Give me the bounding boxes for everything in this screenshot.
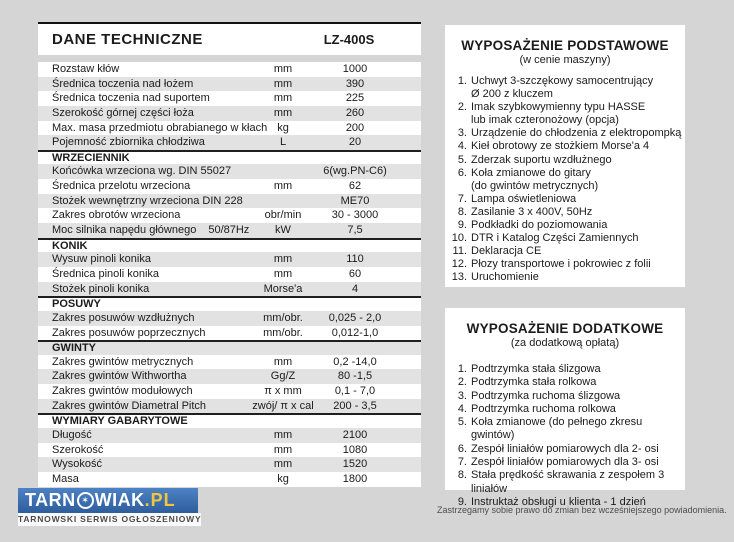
item-line: Koła zmianowe (do pełnego zkresu gwintów) (471, 416, 643, 442)
logo-brand-left: TARN (25, 490, 76, 510)
item-number: 9. (457, 219, 467, 232)
table-row (38, 223, 421, 238)
logo-brand-right: WIAK (94, 490, 145, 510)
table-row (38, 457, 421, 472)
row-value: 1800 (342, 472, 368, 485)
row-value: 110 (346, 253, 364, 266)
table-row (38, 443, 421, 458)
item-text (471, 245, 683, 258)
row-sublabel: 50/87Hz (208, 224, 250, 237)
row-label: Zakres posuwów wzdłużnych (52, 311, 195, 324)
row-unit: mm (273, 63, 293, 75)
item-text (471, 167, 683, 193)
row-value: 390 (345, 77, 365, 90)
row-unit: kW (275, 224, 291, 237)
item-line: Urządzenie do chłodzenia z elektropompką (471, 127, 682, 140)
table-header (38, 22, 421, 55)
item-line: Podkładki do poziomowania (471, 219, 608, 232)
equipment-item (445, 456, 683, 469)
additional-equipment-list (445, 363, 685, 509)
item-number: 10. (451, 232, 467, 245)
table-row (38, 399, 421, 414)
item-line: Ø 200 z kluczem (471, 88, 553, 101)
row-unit: Gg/Z (270, 370, 296, 383)
row-value: ME70 (340, 194, 370, 207)
row-label: Stożek pinoli konika (52, 282, 150, 295)
item-text (471, 154, 683, 167)
item-number: 2. (457, 376, 467, 389)
table-row (38, 267, 421, 282)
table-row (38, 164, 421, 179)
model-label: LZ-400S (323, 32, 375, 47)
row-unit: mm (273, 180, 293, 193)
row-value: 20 (348, 136, 362, 149)
item-number: 3. (457, 389, 467, 402)
item-number: 1. (457, 363, 467, 375)
item-line: Płozy transportowe i pokrowiec z folii (471, 258, 651, 271)
row-label: Końcówka wrzeciona wg. DIN 55027 (52, 165, 232, 178)
item-line: (do gwintów metrycznych) (471, 179, 599, 192)
row-unit: kg (277, 472, 289, 485)
equipment-item (445, 403, 683, 416)
equipment-item (445, 232, 683, 245)
table-body (38, 62, 421, 487)
row-label: Wysuw pinoli konika (52, 253, 151, 266)
item-line: Zespół liniałów pomiarowych dla 3- osi (471, 456, 659, 469)
item-line: Lampa oświetleniowa (471, 192, 577, 205)
row-label: Rozstaw kłów (52, 63, 120, 75)
item-text (471, 443, 683, 456)
item-line: Zasilanie 3 x 400V, 50Hz (471, 205, 593, 218)
disclaimer-text: Zastrzegamy sobie prawo do zmian bez wcześniejszego powiadomienia. (437, 505, 727, 515)
table-section-header (38, 413, 421, 428)
item-number: 6. (457, 442, 467, 455)
table-row (38, 77, 421, 92)
item-number: 13. (451, 271, 467, 284)
table-row (38, 428, 421, 443)
equipment-item (445, 376, 683, 389)
row-unit: mm (273, 92, 293, 105)
equipment-item (445, 140, 683, 153)
item-line: Deklaracja CE (471, 245, 542, 258)
standard-equipment-box (445, 25, 685, 287)
row-unit: kg (277, 121, 289, 134)
table-row (38, 384, 421, 399)
row-label: Szerokość (52, 443, 104, 456)
item-line: Podtrzymka ruchoma ślizgowa (471, 389, 621, 402)
table-row (38, 369, 421, 384)
standard-equipment-title: WYPOSAŻENIE PODSTAWOWE (461, 38, 669, 53)
row-value: 6(wg.PN-C6) (323, 165, 387, 178)
item-number: 4. (457, 140, 467, 153)
equipment-item (445, 193, 683, 206)
row-unit: L (279, 136, 287, 149)
row-label: Pojemność zbiornika chłodziwa (52, 136, 205, 149)
additional-equipment-subtitle: (za dodatkową opłatą) (510, 337, 620, 349)
item-line: DTR i Katalog Części Zamiennych (471, 232, 639, 245)
row-label: Średnica przelotu wrzeciona (52, 180, 191, 193)
item-number: 8. (457, 469, 467, 482)
table-row (38, 91, 421, 106)
table-section-header (38, 296, 421, 311)
equipment-item (445, 258, 683, 271)
row-unit: mm (273, 355, 293, 368)
standard-equipment-list (445, 75, 685, 285)
row-label: Zakres gwintów metrycznych (52, 355, 194, 368)
equipment-item (445, 219, 683, 232)
row-value: 7,5 (347, 224, 363, 237)
row-unit: obr/min (264, 209, 302, 222)
row-value: 0,012-1,0 (331, 326, 379, 339)
equipment-item (445, 416, 683, 443)
row-label: Wysokość (52, 458, 103, 471)
row-unit: mm/obr. (263, 311, 303, 324)
equipment-item (445, 443, 683, 456)
row-label: Długość (52, 429, 92, 442)
row-value: 200 (345, 121, 365, 134)
row-value: 1080 (342, 443, 368, 456)
technical-data-table (38, 22, 421, 487)
item-text (471, 258, 683, 271)
row-value: 30 - 3000 (331, 209, 379, 222)
item-text (471, 390, 683, 403)
equipment-item (445, 245, 683, 258)
equipment-item (445, 363, 683, 376)
row-value: 1000 (342, 63, 368, 75)
equipment-item (445, 390, 683, 403)
table-row (38, 208, 421, 223)
row-unit: π x mm (264, 385, 302, 398)
logo-tagline: TARNOWSKI SERWIS OGŁOSZENIOWY (18, 514, 202, 524)
item-text (471, 219, 683, 232)
row-value: 62 (348, 180, 362, 193)
row-label: Stożek wewnętrzny wrzeciona DIN 228 (52, 194, 243, 207)
item-line: Zderzak suportu wzdłużnego (471, 153, 612, 166)
table-row (38, 355, 421, 370)
item-text (471, 376, 683, 389)
item-number: 6. (457, 166, 467, 179)
row-label: Zakres obrotów wrzeciona (52, 209, 181, 222)
row-value: 80 -1,5 (337, 370, 373, 383)
row-unit: mm/obr. (263, 326, 303, 339)
item-line: Podtrzymka stała ślizgowa (471, 363, 601, 375)
item-line: Podtrzymka ruchoma rolkowa (471, 402, 616, 415)
row-unit: mm (273, 429, 293, 442)
item-text (471, 206, 683, 219)
tarnowiak-logo (18, 488, 198, 513)
item-text (471, 193, 683, 206)
table-section-header (38, 340, 421, 355)
row-value: 0,025 - 2,0 (328, 311, 382, 324)
equipment-item (445, 206, 683, 219)
row-label: WRZECIENNIK (52, 151, 130, 164)
table-row (38, 311, 421, 326)
row-label: Zakres posuwów poprzecznych (52, 326, 206, 339)
table-row (38, 135, 421, 150)
row-label: Masa (52, 472, 79, 485)
row-unit: zwój/ π x cal (252, 399, 314, 412)
item-text (471, 469, 683, 496)
item-line: Uruchomienie (471, 271, 539, 284)
row-unit: Morse'a (263, 282, 303, 295)
row-unit: mm (273, 267, 293, 280)
page-title: DANE TECHNICZNE (52, 31, 203, 48)
item-number: 5. (457, 416, 467, 429)
row-label: KONIK (52, 239, 88, 252)
equipment-item (445, 127, 683, 140)
item-text (471, 416, 683, 443)
table-row (38, 106, 421, 121)
row-unit: mm (273, 458, 293, 471)
row-value: 0,2 -14,0 (333, 355, 377, 368)
item-text (471, 75, 683, 101)
row-value: 60 (348, 267, 362, 280)
equipment-item (445, 154, 683, 167)
table-section-header (38, 238, 421, 253)
item-text (471, 456, 683, 469)
item-line: Podtrzymka stała rolkowa (471, 376, 597, 389)
table-row (38, 179, 421, 194)
item-text (471, 101, 683, 127)
row-label: WYMIARY GABARYTOWE (52, 415, 188, 428)
item-text (471, 140, 683, 153)
additional-equipment-title: WYPOSAŻENIE DODATKOWE (466, 321, 664, 336)
item-text (471, 232, 683, 245)
item-number: 3. (457, 127, 467, 140)
item-number: 7. (457, 456, 467, 469)
item-number: 11. (452, 245, 467, 258)
row-label: Średnica toczenia nad suportem (52, 92, 210, 105)
item-line: Kieł obrotowy ze stożkiem Morse'a 4 (471, 140, 650, 153)
row-value: 1520 (342, 458, 368, 471)
item-line: Imak szybkowymienny typu HASSE (471, 101, 646, 114)
row-value: 0,1 - 7,0 (334, 385, 376, 398)
table-row (38, 252, 421, 267)
row-value: 260 (345, 106, 365, 119)
item-number: 1. (457, 75, 467, 87)
item-text (471, 363, 683, 376)
table-row (38, 472, 421, 487)
table-row (38, 121, 421, 136)
item-line: Stała prędkość skrawania z zespołem 3 liniałów (471, 469, 665, 495)
item-number: 9. (457, 495, 467, 508)
row-label: Szerokość górnej części łoża (52, 106, 194, 119)
item-number: 2. (457, 101, 467, 114)
row-value: 225 (345, 92, 365, 105)
item-line: Koła zmianowe do gitary (471, 166, 591, 179)
star-icon: ✶ (77, 492, 94, 509)
item-line: Uchwyt 3-szczękowy samocentrujący (471, 75, 654, 87)
row-unit: mm (273, 106, 293, 119)
item-number: 8. (457, 205, 467, 218)
standard-equipment-subtitle: (w cenie maszyny) (519, 54, 611, 66)
row-value: 200 - 3,5 (333, 399, 377, 412)
equipment-item (445, 75, 683, 101)
equipment-item (445, 469, 683, 496)
item-number: 12. (451, 258, 467, 271)
item-text (471, 271, 683, 284)
table-row (38, 62, 421, 77)
item-number: 5. (457, 153, 467, 166)
item-line: lub imak czteronożowy (opcja) (471, 114, 619, 127)
row-label: POSUWY (52, 298, 101, 311)
row-value: 2100 (342, 429, 368, 442)
row-value: 4 (351, 282, 359, 295)
row-label: Zakres gwintów modułowych (52, 385, 193, 398)
row-label: Zakres gwintów Withwortha (52, 370, 187, 383)
table-row (38, 194, 421, 209)
equipment-item (445, 271, 683, 284)
item-line: Zespół liniałów pomiarowych dla 2- osi (471, 442, 659, 455)
item-number: 7. (457, 192, 467, 205)
equipment-item (445, 101, 683, 127)
logo-suffix: .PL (144, 490, 176, 510)
item-text (471, 403, 683, 416)
item-line: Instruktaż obsługi u klienta - 1 dzień (471, 495, 646, 508)
table-row (38, 282, 421, 297)
row-unit: mm (273, 443, 293, 456)
row-label: Max. masa przedmiotu obrabianego w kłach (52, 121, 268, 134)
row-unit: mm (273, 77, 293, 90)
row-label: GWINTY (52, 342, 96, 355)
item-text (471, 127, 683, 140)
additional-equipment-box (445, 308, 685, 508)
equipment-item (445, 167, 683, 193)
row-label: Zakres gwintów Diametral Pitch (52, 399, 207, 412)
row-label: Średnica pinoli konika (52, 267, 160, 280)
item-number: 4. (457, 402, 467, 415)
row-unit: mm (273, 253, 293, 266)
row-label: Średnica toczenia nad łożem (52, 77, 194, 90)
row-label: Moc silnika napędu głównego (52, 224, 197, 237)
table-section-header (38, 150, 421, 165)
table-row (38, 326, 421, 341)
